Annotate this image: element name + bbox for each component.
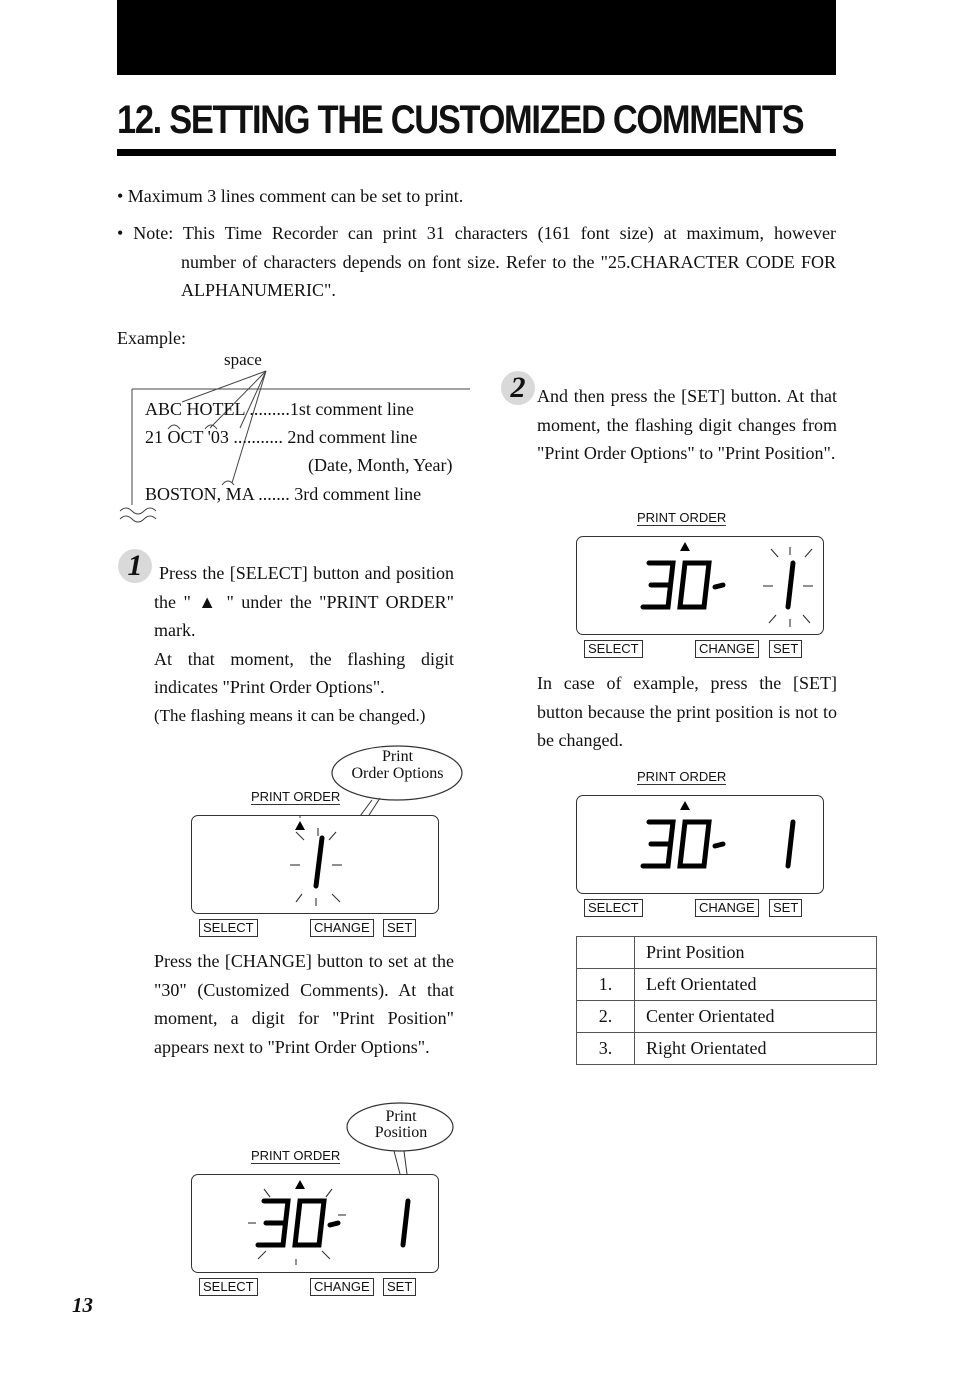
triangle-up-icon bbox=[680, 801, 690, 810]
lcd-display-3-digits bbox=[577, 537, 823, 634]
lcd-display-1 bbox=[191, 815, 439, 914]
callout-1-text bbox=[330, 748, 465, 782]
step-1-instruction: Press the [SELECT] button and position the " ▲ " under the "PRINT ORDER" mark. bbox=[154, 563, 454, 640]
select-button-4[interactable]: SELECT bbox=[584, 899, 643, 917]
set-button-4[interactable]: SET bbox=[769, 899, 802, 917]
change-button-2[interactable]: CHANGE bbox=[310, 1278, 374, 1296]
table-cell-text: Left Orientated bbox=[635, 969, 877, 1001]
digit-three-zero bbox=[643, 822, 723, 866]
title-rule bbox=[117, 149, 836, 156]
note-rest: number of characters depends on font size. Refer to the "25.CHARACTER CODE FOR ALPHANUMERIC". bbox=[181, 251, 836, 300]
step-1-number: 1 bbox=[118, 549, 152, 583]
lcd-display-4-digits bbox=[577, 796, 823, 893]
table-cell-num: 1. bbox=[577, 969, 635, 1001]
callout-1-line-1: Print bbox=[381, 748, 414, 765]
table-cell-text: Center Orientated bbox=[635, 1001, 877, 1033]
table-header: Print Position bbox=[635, 937, 877, 969]
example-line-1: ABC HOTEL .........1st comment line bbox=[145, 399, 414, 419]
print-order-label-3: PRINT ORDER bbox=[637, 510, 727, 525]
change-button-1[interactable]: CHANGE bbox=[310, 919, 374, 937]
table-row bbox=[577, 1033, 877, 1065]
note-lead: • Note: This Time Recorder can print 31 characters (161 font size) at maximum, however bbox=[117, 223, 836, 243]
table-row bbox=[577, 969, 877, 1001]
set-button-2[interactable]: SET bbox=[383, 1278, 416, 1296]
step-2-number: 2 bbox=[501, 371, 535, 405]
table-header-num bbox=[577, 937, 635, 969]
page-number: 13 bbox=[72, 1293, 93, 1317]
example-line-2: 21 OCT '03 ........... 2nd comment line bbox=[145, 427, 418, 447]
callout-1-line-2: Order Options bbox=[351, 765, 444, 782]
digit-one bbox=[403, 1201, 408, 1245]
intro-note bbox=[117, 219, 836, 305]
step-2-text: And then press the [SET] button. At that moment, the flashing digit changes from "Print Order Options" to "Print Position". bbox=[537, 386, 837, 463]
lcd-display-2-digits bbox=[192, 1175, 438, 1272]
intro-bullet: • Maximum 3 lines comment can be set to print. bbox=[117, 186, 464, 206]
lcd-display-1-digits bbox=[192, 816, 438, 913]
callout-2-text bbox=[346, 1109, 456, 1141]
set-button-3[interactable]: SET bbox=[769, 640, 802, 658]
example-line-3: (Date, Month, Year) bbox=[308, 455, 453, 475]
set-button-1[interactable]: SET bbox=[383, 919, 416, 937]
print-position-table bbox=[576, 936, 877, 1065]
page-title: 12. SETTING THE CUSTOMIZED COMMENTS bbox=[117, 98, 804, 142]
select-button-1[interactable]: SELECT bbox=[199, 919, 258, 937]
step-1-note: (The flashing means it can be changed.) bbox=[154, 705, 426, 725]
digit-three-zero bbox=[643, 563, 723, 607]
lcd-display-2 bbox=[191, 1174, 439, 1273]
callout-2-line-2: Position bbox=[374, 1124, 428, 1141]
print-order-label-4: PRINT ORDER bbox=[637, 769, 727, 784]
change-button-4[interactable]: CHANGE bbox=[695, 899, 759, 917]
table-cell-num: 3. bbox=[577, 1033, 635, 1065]
table-header-row bbox=[577, 937, 877, 969]
table-cell-num: 2. bbox=[577, 1001, 635, 1033]
triangle-up-icon bbox=[680, 542, 690, 551]
digit-one-flashing bbox=[316, 838, 322, 886]
triangle-up-icon bbox=[295, 821, 305, 830]
table-row bbox=[577, 1001, 877, 1033]
space-label: space bbox=[224, 350, 262, 369]
callout-2-line-1: Print bbox=[385, 1108, 417, 1125]
print-order-label: PRINT ORDER bbox=[251, 789, 341, 804]
triangle-up-icon bbox=[295, 1180, 305, 1189]
step-1-text bbox=[154, 559, 454, 730]
select-button-3[interactable]: SELECT bbox=[584, 640, 643, 658]
step-1-change-text: Press the [CHANGE] button to set at the "30" (Customized Comments). At that moment, a digit for "Print Position" appears next to "Print Order Options". bbox=[154, 951, 454, 1057]
header-bar bbox=[117, 0, 836, 75]
example-label: Example: bbox=[117, 328, 186, 348]
lcd-display-3 bbox=[576, 536, 824, 635]
change-button-3[interactable]: CHANGE bbox=[695, 640, 759, 658]
digit-one bbox=[788, 822, 793, 866]
table-cell-text: Right Orientated bbox=[635, 1033, 877, 1065]
print-order-label-2: PRINT ORDER bbox=[251, 1148, 341, 1163]
digit-three-zero-flashing bbox=[258, 1201, 338, 1245]
step-2-example-text: In case of example, press the [SET] button because the print position is not to be changed. bbox=[537, 673, 837, 750]
digit-one-flashing bbox=[788, 563, 793, 607]
lcd-display-4 bbox=[576, 795, 824, 894]
step-1-result: At that moment, the flashing digit indicates "Print Order Options". bbox=[154, 648, 454, 697]
example-line-4: BOSTON, MA ....... 3rd comment line bbox=[145, 484, 422, 504]
select-button-2[interactable]: SELECT bbox=[199, 1278, 258, 1296]
